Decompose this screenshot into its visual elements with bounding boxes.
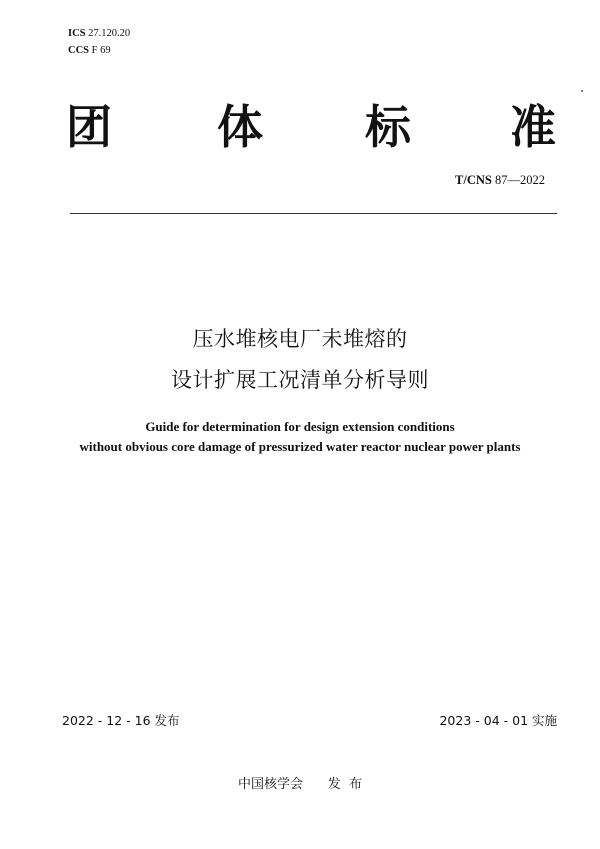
banner-char-zhun: 准 — [510, 100, 556, 154]
ics-label: ICS — [68, 28, 86, 39]
standard-prefix: T/CNS — [455, 173, 492, 187]
banner-char-ti: 体 — [217, 100, 263, 154]
publisher-line: 中国核学会 发 布 — [237, 777, 363, 792]
ics-code — [68, 27, 130, 41]
standard-code: 87—2022 — [495, 173, 545, 187]
banner-char-tuan: 团 — [66, 100, 112, 154]
banner-char-biao: 标 — [365, 100, 411, 154]
ics-value: 27.120.20 — [88, 28, 131, 39]
implementation-date: 2023 - 04 - 01 实施 — [439, 713, 557, 728]
ccs-label: CCS — [68, 45, 90, 56]
title-cn-line1: 压水堆核电厂未堆熔的 — [192, 327, 408, 351]
ccs-code — [68, 44, 111, 58]
standard-number — [455, 172, 545, 188]
ccs-value: F 69 — [91, 45, 111, 56]
scan-dot — [581, 90, 583, 92]
title-en-line2: without obvious core damage of pressurized water reactor nuclear power plants — [79, 439, 521, 454]
issue-date: 2022 - 12 - 16 发布 — [62, 713, 180, 728]
title-cn-line2: 设计扩展工况清单分析导则 — [171, 368, 429, 392]
title-en-line1: Guide for determination for design extension conditions — [145, 419, 455, 434]
header-divider — [70, 213, 557, 214]
